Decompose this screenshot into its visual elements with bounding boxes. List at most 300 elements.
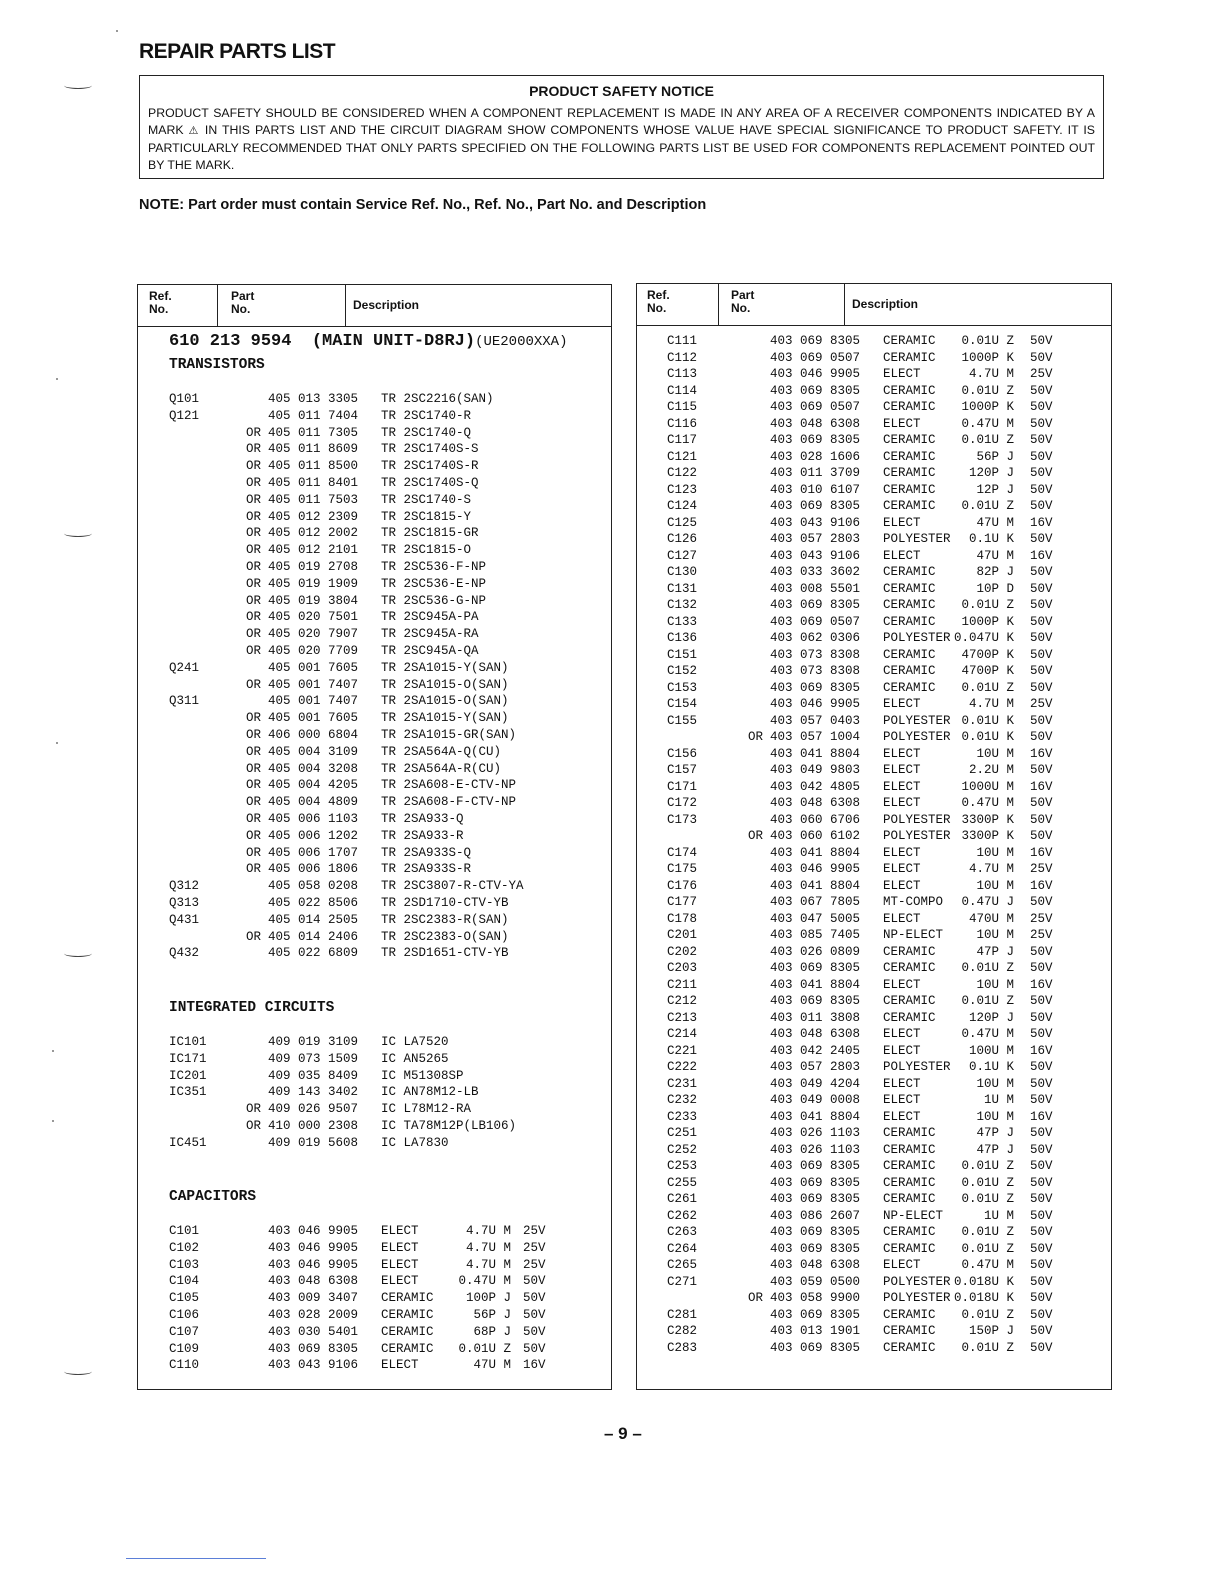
- table-row: [637, 1241, 1111, 1258]
- voltage-cell: 50V: [1030, 1307, 1053, 1322]
- table-row: [138, 1273, 611, 1290]
- scan-mark: [64, 82, 92, 89]
- table-row: [138, 1135, 611, 1152]
- voltage-cell: 50V: [1030, 1175, 1053, 1190]
- description-cell: TR 2SA608-F-CTV-NP: [381, 795, 517, 810]
- description-cell: TR 2SA933S-R: [381, 862, 472, 877]
- ref-cell: C176: [667, 878, 698, 893]
- value-cell: 82P J: [976, 565, 1014, 579]
- voltage-cell: 50V: [1030, 1010, 1053, 1025]
- table-row: [637, 878, 1111, 895]
- ref-cell: C103: [169, 1257, 200, 1272]
- part-number-cell: 409 035 8409: [268, 1068, 359, 1083]
- value-cell: 10U M: [976, 1076, 1014, 1091]
- part-number-cell: 403 062 0306: [770, 631, 861, 645]
- part-number-cell: 405 001 7407: [268, 677, 359, 692]
- ref-cell: C212: [667, 994, 698, 1008]
- ref-cell: C121: [667, 449, 698, 464]
- table-row: [138, 727, 611, 744]
- table-row: [138, 895, 611, 912]
- part-number-cell: 403 069 0507: [770, 350, 861, 365]
- value-cell: 0.01U Z: [961, 334, 1014, 348]
- or-cell: OR: [246, 576, 262, 591]
- table-row: [637, 1125, 1111, 1142]
- description-cell: CERAMIC: [883, 1307, 936, 1322]
- ref-cell: IC351: [169, 1085, 207, 1100]
- description-cell: CERAMIC: [883, 680, 936, 695]
- voltage-cell: 16V: [1030, 548, 1053, 563]
- ref-cell: C221: [667, 1043, 698, 1058]
- description-cell: POLYESTER: [883, 532, 951, 546]
- part-number-cell: 410 000 2308: [268, 1119, 359, 1133]
- page-number: – 9 –: [604, 1424, 642, 1443]
- part-number-cell: 403 010 6107: [770, 482, 861, 497]
- description-cell: TR 2SA1015-Y(SAN): [381, 711, 509, 726]
- part-number-cell: 403 069 8305: [770, 334, 861, 348]
- table-row: [637, 1092, 1111, 1109]
- table-row: [138, 391, 611, 408]
- ref-cell: Q313: [169, 896, 200, 910]
- part-number-cell: 403 042 2405: [770, 1043, 861, 1058]
- voltage-cell: 50V: [1030, 598, 1053, 612]
- table-row: [637, 1076, 1111, 1093]
- part-number-cell: 403 067 7805: [770, 895, 861, 909]
- description-cell: CERAMIC: [883, 1192, 936, 1206]
- value-cell: 0.1U K: [968, 1060, 1014, 1074]
- voltage-cell: 25V: [523, 1224, 546, 1238]
- table-row: [138, 609, 611, 626]
- voltage-cell: 50V: [1030, 1241, 1053, 1256]
- table-row: [637, 1290, 1111, 1307]
- or-cell: OR: [246, 711, 262, 726]
- table-row: [637, 861, 1111, 878]
- table-row: [138, 425, 611, 442]
- part-number-cell: 403 069 8305: [770, 1340, 861, 1355]
- description-cell: POLYESTER: [883, 812, 951, 827]
- description-cell: TR 2SC945A-QA: [381, 644, 479, 658]
- table-row: [637, 1026, 1111, 1043]
- table-row: [637, 894, 1111, 911]
- part-number-cell: 403 011 3709: [770, 466, 861, 480]
- ref-header: Ref. No.: [647, 288, 670, 315]
- or-cell: OR: [246, 761, 262, 776]
- table-row: [138, 1240, 611, 1257]
- description-cell: CERAMIC: [883, 1126, 936, 1140]
- description-cell: ELECT: [883, 1043, 921, 1058]
- table-row: [637, 795, 1111, 812]
- description-cell: ELECT: [381, 1224, 419, 1238]
- description-cell: CERAMIC: [883, 1340, 936, 1355]
- value-cell: 2.2U M: [968, 763, 1014, 777]
- scan-dot: [56, 378, 58, 380]
- part-number-cell: 403 069 0507: [770, 614, 861, 629]
- voltage-cell: 50V: [1030, 829, 1053, 843]
- value-cell: 0.1U K: [968, 532, 1014, 546]
- ref-cell: IC451: [169, 1135, 207, 1150]
- table-row: [138, 1357, 611, 1374]
- table-header: [138, 285, 611, 327]
- ref-cell: C133: [667, 614, 698, 629]
- ref-cell: C203: [667, 961, 698, 975]
- description-cell: TR 2SC1740S-R: [381, 459, 479, 474]
- unit-title: 610 213 9594 (MAIN UNIT-D8RJ)(UE2000XXA): [169, 332, 568, 351]
- voltage-cell: 50V: [523, 1291, 546, 1306]
- part-number-cell: 403 069 8305: [770, 961, 861, 975]
- ref-cell: Q241: [169, 660, 200, 675]
- table-row: [138, 1034, 611, 1051]
- voltage-cell: 50V: [1030, 664, 1053, 678]
- table-row: [138, 794, 611, 811]
- or-cell: OR: [748, 829, 764, 843]
- part-number-cell: 405 012 2101: [268, 543, 359, 558]
- ref-cell: C232: [667, 1093, 698, 1107]
- voltage-cell: 50V: [1030, 1291, 1053, 1305]
- value-cell: 0.01U Z: [961, 499, 1014, 513]
- value-cell: 0.018U K: [953, 1291, 1014, 1305]
- description-cell: ELECT: [883, 746, 921, 761]
- table-row: [138, 1084, 611, 1101]
- table-row: [637, 845, 1111, 862]
- table-row: [637, 779, 1111, 796]
- voltage-cell: 50V: [1030, 1126, 1053, 1140]
- parts-table-right: [636, 283, 1112, 1390]
- voltage-cell: 16V: [1030, 977, 1053, 992]
- part-number-cell: 403 009 3407: [268, 1291, 359, 1306]
- part-number-cell: 405 006 1202: [268, 828, 359, 843]
- ref-cell: C264: [667, 1241, 698, 1256]
- table-row: [637, 1224, 1111, 1241]
- value-cell: 56P J: [976, 449, 1014, 464]
- table-row: [637, 1175, 1111, 1192]
- value-cell: 4.7U M: [968, 862, 1014, 876]
- value-cell: 4.7U M: [465, 1224, 511, 1238]
- voltage-cell: 50V: [1030, 1258, 1053, 1272]
- part-number-cell: 403 011 3808: [770, 1010, 861, 1025]
- part-number-cell: 403 057 1004: [770, 730, 861, 744]
- voltage-cell: 50V: [523, 1308, 546, 1322]
- table-row: [637, 663, 1111, 680]
- table-row: [138, 710, 611, 727]
- table-row: [637, 465, 1111, 482]
- part-number-cell: 403 048 6308: [770, 796, 861, 810]
- table-row: [138, 408, 611, 425]
- table-row: [138, 929, 611, 946]
- part-number-cell: 403 069 8305: [770, 1241, 861, 1256]
- or-cell: OR: [246, 476, 262, 490]
- description-cell: CERAMIC: [883, 961, 936, 975]
- ref-cell: C281: [667, 1307, 698, 1322]
- description-cell: CERAMIC: [883, 1241, 936, 1256]
- part-number-cell: 405 058 0208: [268, 879, 359, 894]
- part-number-cell: 403 046 9905: [770, 862, 861, 876]
- table-row: [637, 680, 1111, 697]
- description-cell: ELECT: [883, 763, 921, 777]
- ref-cell: C201: [667, 928, 698, 942]
- ref-cell: C178: [667, 911, 698, 926]
- description-cell: ELECT: [883, 977, 921, 992]
- table-row: [637, 1257, 1111, 1274]
- value-cell: 10P D: [976, 581, 1014, 596]
- part-number-cell: 405 011 8500: [268, 459, 359, 474]
- or-cell: OR: [246, 845, 262, 860]
- voltage-cell: 25V: [1030, 697, 1053, 711]
- table-row: [138, 878, 611, 895]
- ref-cell: C174: [667, 845, 698, 860]
- scan-dot: [52, 1050, 54, 1052]
- or-cell: OR: [246, 1119, 262, 1133]
- voltage-cell: 50V: [1030, 895, 1053, 909]
- or-cell: OR: [246, 1102, 262, 1117]
- part-number-cell: 403 048 6308: [770, 416, 861, 431]
- part-number-cell: 403 026 1103: [770, 1142, 861, 1157]
- table-row: [637, 1043, 1111, 1060]
- value-cell: 0.47U M: [961, 1027, 1014, 1041]
- voltage-cell: 16V: [1030, 878, 1053, 893]
- ref-cell: C177: [667, 895, 698, 909]
- part-number-cell: 403 069 8305: [770, 1307, 861, 1322]
- part-number-cell: 405 019 3804: [268, 593, 359, 608]
- table-row: [637, 383, 1111, 400]
- description-cell: ELECT: [883, 779, 921, 794]
- voltage-cell: 50V: [523, 1341, 546, 1356]
- table-row: [637, 482, 1111, 499]
- part-number-cell: 403 069 8305: [770, 1175, 861, 1190]
- ref-cell: Q101: [169, 392, 200, 406]
- ref-cell: C130: [667, 565, 698, 579]
- part-number-cell: 409 143 3402: [268, 1085, 359, 1100]
- part-number-cell: 403 013 1901: [770, 1324, 861, 1338]
- part-number-cell: 405 011 7503: [268, 492, 359, 507]
- part-number-cell: 405 001 7605: [268, 660, 359, 675]
- part-number-cell: 403 059 0500: [770, 1274, 861, 1289]
- value-cell: 0.47U M: [458, 1274, 511, 1289]
- ref-cell: IC171: [169, 1051, 207, 1066]
- table-row: [637, 647, 1111, 664]
- table-row: [138, 945, 611, 962]
- ref-cell: C231: [667, 1076, 698, 1091]
- description-cell: TR 2SA608-E-CTV-NP: [381, 778, 517, 793]
- part-number-cell: 403 041 8804: [770, 845, 861, 860]
- ref-cell: C156: [667, 746, 698, 761]
- description-cell: TR 2SC1815-O: [381, 543, 472, 558]
- table-row: [637, 1191, 1111, 1208]
- section-heading: TRANSISTORS: [169, 357, 265, 373]
- table-row: [637, 333, 1111, 350]
- part-number-cell: 403 043 9106: [770, 548, 861, 563]
- part-number-cell: 403 008 5501: [770, 581, 861, 596]
- value-cell: 0.01U Z: [961, 1225, 1014, 1239]
- table-row: [637, 1142, 1111, 1159]
- table-row: [637, 1208, 1111, 1225]
- value-cell: 4.7U M: [465, 1240, 511, 1255]
- table-row: [138, 777, 611, 794]
- value-cell: 0.01U Z: [961, 383, 1014, 398]
- description-cell: ELECT: [381, 1358, 419, 1373]
- ref-cell: Q432: [169, 946, 200, 961]
- ref-cell: C153: [667, 680, 698, 695]
- description-cell: TR 2SC1740-S: [381, 492, 472, 507]
- part-number-cell: 403 057 0403: [770, 713, 861, 728]
- voltage-cell: 25V: [523, 1257, 546, 1272]
- ref-cell: C262: [667, 1208, 698, 1223]
- table-row: [138, 693, 611, 710]
- description-cell: TR 2SA933-Q: [381, 812, 464, 826]
- ref-cell: C157: [667, 763, 698, 777]
- ref-cell: IC201: [169, 1068, 207, 1083]
- or-cell: OR: [246, 543, 262, 558]
- description-cell: CERAMIC: [883, 1010, 936, 1025]
- description-cell: ELECT: [883, 697, 921, 711]
- ref-cell: C252: [667, 1142, 698, 1157]
- ref-cell: C131: [667, 581, 698, 596]
- table-row: [637, 993, 1111, 1010]
- table-row: [637, 713, 1111, 730]
- table-row: [138, 475, 611, 492]
- table-row: [637, 828, 1111, 845]
- or-cell: OR: [246, 862, 262, 877]
- table-row: [637, 515, 1111, 532]
- voltage-cell: 50V: [1030, 350, 1053, 365]
- part-number-cell: 403 030 5401: [268, 1324, 359, 1339]
- ref-cell: C122: [667, 466, 698, 480]
- table-row: [637, 1323, 1111, 1340]
- table-row: [637, 927, 1111, 944]
- value-cell: 10U M: [976, 977, 1014, 992]
- value-cell: 0.47U M: [961, 416, 1014, 431]
- description-header: Description: [852, 297, 919, 311]
- value-cell: 47P J: [976, 1126, 1014, 1140]
- table-row: [138, 1068, 611, 1085]
- table-row: [637, 1274, 1111, 1291]
- part-number-cell: 405 004 3109: [268, 744, 359, 759]
- value-cell: 47U M: [473, 1358, 511, 1373]
- description-cell: CERAMIC: [883, 482, 936, 497]
- table-row: [637, 1340, 1111, 1357]
- description-cell: CERAMIC: [381, 1308, 434, 1322]
- description-cell: TR 2SC1740-R: [381, 408, 472, 423]
- part-number-cell: 409 019 3109: [268, 1035, 359, 1049]
- voltage-cell: 50V: [1030, 532, 1053, 546]
- or-cell: OR: [246, 492, 262, 507]
- description-cell: POLYESTER: [883, 1274, 951, 1289]
- voltage-cell: 50V: [523, 1324, 546, 1339]
- value-cell: 0.01U Z: [961, 1175, 1014, 1190]
- part-number-cell: 403 069 8305: [770, 1159, 861, 1173]
- ref-cell: C125: [667, 515, 698, 530]
- description-cell: CERAMIC: [883, 1159, 936, 1173]
- description-cell: CERAMIC: [883, 499, 936, 513]
- ref-cell: C202: [667, 944, 698, 959]
- description-cell: TR 2SC2383-R(SAN): [381, 912, 509, 927]
- value-cell: 0.01U Z: [961, 433, 1014, 447]
- part-number-cell: 403 046 9905: [268, 1240, 359, 1255]
- scan-mark: [64, 950, 92, 957]
- voltage-cell: 25V: [1030, 911, 1053, 926]
- ref-cell: C115: [667, 400, 698, 414]
- voltage-cell: 50V: [1030, 334, 1053, 348]
- value-cell: 1000U M: [961, 779, 1014, 794]
- ref-cell: C233: [667, 1109, 698, 1124]
- part-number-cell: 405 019 2708: [268, 560, 359, 574]
- voltage-cell: 50V: [1030, 1274, 1053, 1289]
- part-number-cell: 405 011 8401: [268, 476, 359, 490]
- part-number-cell: 405 006 1103: [268, 812, 359, 826]
- part-number-cell: 406 000 6804: [268, 728, 359, 742]
- ref-cell: C265: [667, 1258, 698, 1272]
- description-cell: CERAMIC: [381, 1341, 434, 1356]
- part-number-cell: 403 073 8308: [770, 647, 861, 662]
- description-header: Description: [353, 298, 420, 312]
- table-row: [637, 564, 1111, 581]
- voltage-cell: 50V: [1030, 614, 1053, 629]
- description-cell: CERAMIC: [883, 664, 936, 678]
- part-number-cell: 405 006 1707: [268, 845, 359, 860]
- voltage-cell: 50V: [1030, 713, 1053, 728]
- product-safety-notice: [139, 75, 1104, 179]
- ref-cell: C261: [667, 1192, 698, 1206]
- table-row: [637, 531, 1111, 548]
- value-cell: 10U M: [976, 878, 1014, 893]
- table-row: [138, 626, 611, 643]
- or-cell: OR: [246, 929, 262, 944]
- description-cell: ELECT: [381, 1257, 419, 1272]
- description-cell: POLYESTER: [883, 730, 951, 744]
- table-row: [637, 960, 1111, 977]
- part-number-cell: 409 026 9507: [268, 1102, 359, 1117]
- description-cell: CERAMIC: [883, 1324, 936, 1338]
- part-number-cell: 403 046 9905: [770, 697, 861, 711]
- part-number-cell: 403 069 8305: [268, 1341, 359, 1356]
- rows-right: [637, 326, 1111, 1386]
- table-row: [138, 441, 611, 458]
- part-number-cell: 403 048 6308: [770, 1027, 861, 1041]
- ref-cell: C109: [169, 1341, 200, 1356]
- value-cell: 10U M: [976, 845, 1014, 860]
- description-cell: ELECT: [883, 367, 921, 381]
- notice-heading: PRODUCT SAFETY NOTICE: [529, 83, 714, 99]
- part-number-cell: 403 026 0809: [770, 944, 861, 959]
- table-row: [138, 1051, 611, 1068]
- description-cell: IC M51308SP: [381, 1068, 464, 1083]
- or-cell: OR: [246, 593, 262, 608]
- scan-dot: [56, 742, 58, 744]
- description-cell: CERAMIC: [883, 994, 936, 1008]
- table-row: [637, 630, 1111, 647]
- part-number-cell: 403 060 6706: [770, 812, 861, 827]
- ref-cell: C211: [667, 977, 698, 992]
- description-cell: POLYESTER: [883, 631, 951, 645]
- notice-text-1: PRODUCT SAFETY SHOULD BE CONSIDERED WHEN A COMPONENT REPLACEMENT IS MADE IN ANY AREA OF A RECEIVER COMPONENTS INDICATED BY A MARK: [148, 106, 1095, 137]
- or-cell: OR: [246, 509, 262, 524]
- table-row: [637, 449, 1111, 466]
- table-row: [138, 1307, 611, 1324]
- ref-cell: IC101: [169, 1035, 207, 1049]
- table-row: [637, 366, 1111, 383]
- description-cell: ELECT: [883, 862, 921, 876]
- value-cell: 100P J: [465, 1291, 511, 1306]
- value-cell: 4.7U M: [968, 367, 1014, 381]
- ref-cell: C263: [667, 1225, 698, 1239]
- value-cell: 0.01U Z: [961, 1241, 1014, 1256]
- scan-dot: [52, 1120, 54, 1122]
- part-number-cell: 403 043 9106: [268, 1358, 359, 1373]
- description-cell: CERAMIC: [883, 581, 936, 596]
- value-cell: 0.47U J: [961, 895, 1014, 909]
- description-cell: ELECT: [883, 796, 921, 810]
- value-cell: 47P J: [976, 1142, 1014, 1157]
- table-row: [637, 1059, 1111, 1076]
- unit-model: (UE2000XXA): [475, 334, 568, 350]
